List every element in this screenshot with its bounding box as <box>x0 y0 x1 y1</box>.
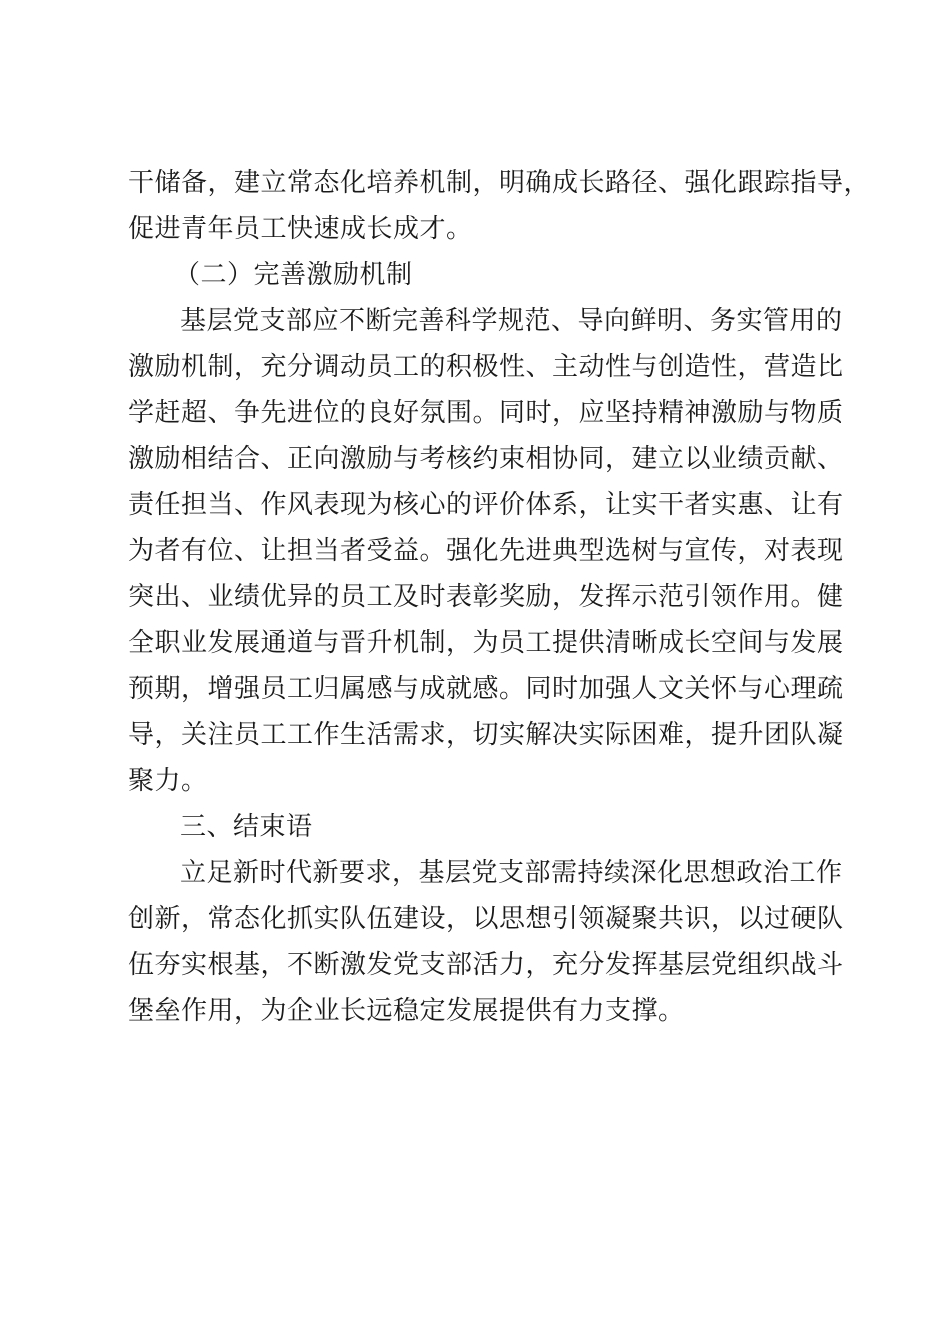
paragraph-line: 基层党支部应不断完善科学规范、导向鲜明、务实管用的 <box>180 306 843 336</box>
paragraph-line: 立足新时代新要求，基层党支部需持续深化思想政治工作 <box>180 858 843 888</box>
section-heading: （二）完善激励机制 <box>174 260 413 290</box>
paragraph-line: 堡垒作用，为企业长远稳定发展提供有力支撑。 <box>128 996 685 1026</box>
paragraph-line: 聚力。 <box>128 766 208 796</box>
paragraph-line: 导，关注员工工作生活需求，切实解决实际困难，提升团队凝 <box>128 720 844 750</box>
paragraph-line: 预期，增强员工归属感与成就感。同时加强人文关怀与心理疏 <box>128 674 844 704</box>
paragraph-line: 伍夯实根基，不断激发党支部活力，充分发挥基层党组织战斗 <box>128 950 844 980</box>
paragraph-line: 激励机制，充分调动员工的积极性、主动性与创造性，营造比 <box>128 352 844 382</box>
paragraph-line: 为者有位、让担当者受益。强化先进典型选树与宣传，对表现 <box>128 536 844 566</box>
paragraph-line: 突出、业绩优异的员工及时表彰奖励，发挥示范引领作用。健 <box>128 582 844 612</box>
paragraph-line: 全职业发展通道与晋升机制，为员工提供清晰成长空间与发展 <box>128 628 844 658</box>
section-heading: 三、结束语 <box>180 812 313 842</box>
paragraph-line: 干储备，建立常态化培养机制，明确成长路径、强化跟踪指导， <box>128 168 871 198</box>
paragraph-line: 激励相结合、正向激励与考核约束相协同，建立以业绩贡献、 <box>128 444 844 474</box>
paragraph-line: 学赶超、争先进位的良好氛围。同时，应坚持精神激励与物质 <box>128 398 844 428</box>
paragraph-line: 促进青年员工快速成长成才。 <box>128 214 473 244</box>
paragraph-line: 责任担当、作风表现为核心的评价体系，让实干者实惠、让有 <box>128 490 844 520</box>
paragraph-line: 创新，常态化抓实队伍建设，以思想引领凝聚共识，以过硬队 <box>128 904 844 934</box>
